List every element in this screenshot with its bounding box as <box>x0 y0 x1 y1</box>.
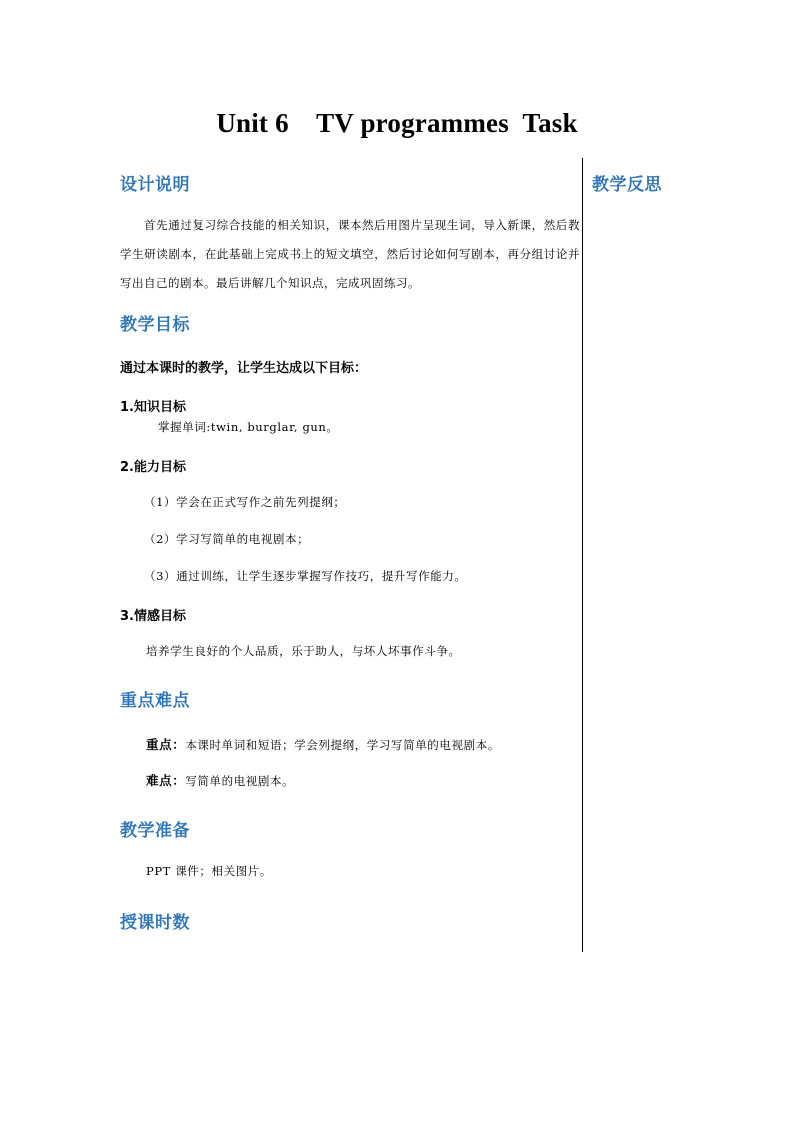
preparation-heading: 教学准备 <box>120 821 190 841</box>
objectives-intro: 通过本课时的教学，让学生达成以下目标： <box>120 361 368 376</box>
focus-text: 本课时单词和短语；学会列提纲，学习写简单的电视剧本。 <box>185 738 500 752</box>
knowledge-title: 1.知识目标 <box>120 400 186 415</box>
preparation-text: PPT 课件；相关图片。 <box>146 864 273 878</box>
ability-item-2: （2）学习写简单的电视剧本； <box>144 532 310 546</box>
emotion-title: 3.情感目标 <box>120 609 186 624</box>
knowledge-item: 掌握单词:twin, burglar, gun。 <box>158 420 339 434</box>
difficulty-text: 写简单的电视剧本。 <box>185 774 295 788</box>
ability-item-1: （1）学会在正式写作之前先列提纲； <box>144 495 346 509</box>
document-title: Unit 6 TV programmes Task <box>216 108 578 138</box>
emotion-item: 培养学生良好的个人品质，乐于助人，与坏人坏事作斗争。 <box>146 644 461 658</box>
focus-line <box>146 735 500 753</box>
focus-label: 重点： <box>146 737 186 752</box>
difficulty-line <box>146 771 294 789</box>
difficulty-label: 难点： <box>146 773 186 788</box>
design-heading: 设计说明 <box>120 175 190 195</box>
objectives-heading: 教学目标 <box>120 315 190 335</box>
hours-heading: 授课时数 <box>120 913 190 933</box>
reflection-heading: 教学反思 <box>592 175 662 195</box>
ability-title: 2.能力目标 <box>120 460 186 475</box>
ability-item-3: （3）通过训练，让学生逐步掌握写作技巧，提升写作能力。 <box>144 569 467 583</box>
design-paragraph: 首先通过复习综合技能的相关知识，课本然后用图片呈现生词，导入新课，然后教学生研读剧本，在此基础上完成书上的短文填空，然后讨论如何写剧本，再分组讨论并写出自己的剧本。最后讲解几个知识点，完成巩固练习。 <box>120 218 580 290</box>
column-divider <box>582 158 583 952</box>
key-points-heading: 重点难点 <box>120 691 190 711</box>
